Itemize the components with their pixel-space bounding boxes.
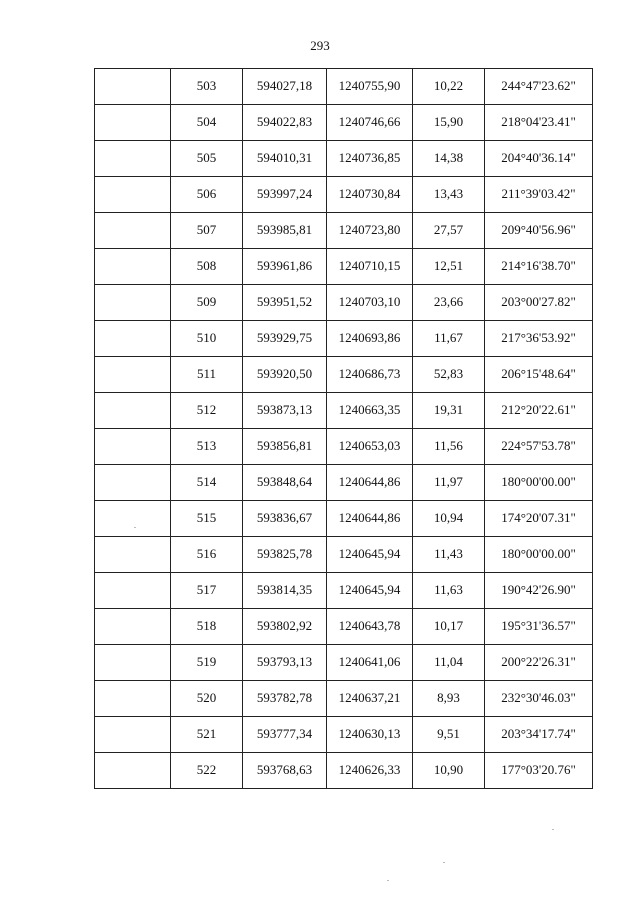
table-row (95, 249, 593, 285)
direction-angle-cell: 190°42'26.90" (485, 573, 593, 609)
table-row (95, 69, 593, 105)
x-coordinate-cell: 593777,34 (243, 717, 327, 753)
empty-cell (95, 321, 171, 357)
y-coordinate-cell: 1240703,10 (327, 285, 413, 321)
direction-angle-cell: 209°40'56.96" (485, 213, 593, 249)
empty-cell (95, 537, 171, 573)
empty-cell (95, 249, 171, 285)
direction-angle-cell: 200°22'26.31" (485, 645, 593, 681)
table-row (95, 105, 593, 141)
point-number-cell: 511 (171, 357, 243, 393)
table-row (95, 357, 593, 393)
empty-cell (95, 393, 171, 429)
y-coordinate-cell: 1240626,33 (327, 753, 413, 789)
direction-angle-cell: 204°40'36.14" (485, 141, 593, 177)
direction-angle-cell: 203°34'17.74" (485, 717, 593, 753)
distance-cell: 23,66 (413, 285, 485, 321)
point-number-cell: 516 (171, 537, 243, 573)
distance-cell: 11,63 (413, 573, 485, 609)
table-row (95, 645, 593, 681)
empty-cell (95, 609, 171, 645)
direction-angle-cell: 218°04'23.41" (485, 105, 593, 141)
table-row (95, 213, 593, 249)
distance-cell: 27,57 (413, 213, 485, 249)
distance-cell: 52,83 (413, 357, 485, 393)
distance-cell: 9,51 (413, 717, 485, 753)
distance-cell: 14,38 (413, 141, 485, 177)
empty-cell (95, 69, 171, 105)
empty-cell (95, 717, 171, 753)
distance-cell: 12,51 (413, 249, 485, 285)
table-row (95, 537, 593, 573)
scan-speck (552, 829, 554, 830)
empty-cell (95, 501, 171, 537)
table-row (95, 285, 593, 321)
point-number-cell: 513 (171, 429, 243, 465)
distance-cell: 10,94 (413, 501, 485, 537)
y-coordinate-cell: 1240645,94 (327, 537, 413, 573)
y-coordinate-cell: 1240653,03 (327, 429, 413, 465)
x-coordinate-cell: 593825,78 (243, 537, 327, 573)
direction-angle-cell: 195°31'36.57" (485, 609, 593, 645)
table-row (95, 501, 593, 537)
point-number-cell: 508 (171, 249, 243, 285)
direction-angle-cell: 214°16'38.70" (485, 249, 593, 285)
x-coordinate-cell: 593782,78 (243, 681, 327, 717)
y-coordinate-cell: 1240723,80 (327, 213, 413, 249)
empty-cell (95, 141, 171, 177)
point-number-cell: 517 (171, 573, 243, 609)
point-number-cell: 514 (171, 465, 243, 501)
empty-cell (95, 645, 171, 681)
x-coordinate-cell: 593961,86 (243, 249, 327, 285)
distance-cell: 15,90 (413, 105, 485, 141)
coordinates-table (94, 68, 593, 789)
direction-angle-cell: 232°30'46.03" (485, 681, 593, 717)
empty-cell (95, 357, 171, 393)
x-coordinate-cell: 593802,92 (243, 609, 327, 645)
y-coordinate-cell: 1240644,86 (327, 501, 413, 537)
coordinates-table-body (95, 69, 593, 789)
distance-cell: 11,43 (413, 537, 485, 573)
direction-angle-cell: 177°03'20.76" (485, 753, 593, 789)
x-coordinate-cell: 593768,63 (243, 753, 327, 789)
y-coordinate-cell: 1240644,86 (327, 465, 413, 501)
x-coordinate-cell: 594022,83 (243, 105, 327, 141)
table-row (95, 609, 593, 645)
x-coordinate-cell: 593920,50 (243, 357, 327, 393)
distance-cell: 11,04 (413, 645, 485, 681)
table-row (95, 141, 593, 177)
direction-angle-cell: 217°36'53.92" (485, 321, 593, 357)
table-row (95, 177, 593, 213)
y-coordinate-cell: 1240643,78 (327, 609, 413, 645)
empty-cell (95, 753, 171, 789)
point-number-cell: 510 (171, 321, 243, 357)
empty-cell (95, 465, 171, 501)
distance-cell: 11,67 (413, 321, 485, 357)
table-row (95, 393, 593, 429)
x-coordinate-cell: 593985,81 (243, 213, 327, 249)
scan-speck (387, 880, 389, 881)
y-coordinate-cell: 1240736,85 (327, 141, 413, 177)
distance-cell: 10,90 (413, 753, 485, 789)
x-coordinate-cell: 593873,13 (243, 393, 327, 429)
direction-angle-cell: 211°39'03.42" (485, 177, 593, 213)
point-number-cell: 507 (171, 213, 243, 249)
table-row (95, 681, 593, 717)
direction-angle-cell: 244°47'23.62" (485, 69, 593, 105)
scan-speck (443, 862, 445, 863)
distance-cell: 19,31 (413, 393, 485, 429)
empty-cell (95, 285, 171, 321)
y-coordinate-cell: 1240746,66 (327, 105, 413, 141)
direction-angle-cell: 180°00'00.00" (485, 465, 593, 501)
y-coordinate-cell: 1240693,86 (327, 321, 413, 357)
point-number-cell: 522 (171, 753, 243, 789)
table-row (95, 717, 593, 753)
direction-angle-cell: 206°15'48.64" (485, 357, 593, 393)
y-coordinate-cell: 1240645,94 (327, 573, 413, 609)
direction-angle-cell: 203°00'27.82" (485, 285, 593, 321)
distance-cell: 8,93 (413, 681, 485, 717)
table-row (95, 321, 593, 357)
page-number: 293 (310, 38, 330, 53)
point-number-cell: 521 (171, 717, 243, 753)
y-coordinate-cell: 1240663,35 (327, 393, 413, 429)
x-coordinate-cell: 593836,67 (243, 501, 327, 537)
empty-cell (95, 681, 171, 717)
point-number-cell: 509 (171, 285, 243, 321)
point-number-cell: 519 (171, 645, 243, 681)
point-number-cell: 518 (171, 609, 243, 645)
direction-angle-cell: 174°20'07.31" (485, 501, 593, 537)
table-row (95, 429, 593, 465)
x-coordinate-cell: 593814,35 (243, 573, 327, 609)
table-row (95, 753, 593, 789)
empty-cell (95, 429, 171, 465)
distance-cell: 11,97 (413, 465, 485, 501)
distance-cell: 10,17 (413, 609, 485, 645)
direction-angle-cell: 212°20'22.61" (485, 393, 593, 429)
y-coordinate-cell: 1240730,84 (327, 177, 413, 213)
point-number-cell: 505 (171, 141, 243, 177)
empty-cell (95, 177, 171, 213)
y-coordinate-cell: 1240630,13 (327, 717, 413, 753)
point-number-cell: 504 (171, 105, 243, 141)
x-coordinate-cell: 593951,52 (243, 285, 327, 321)
y-coordinate-cell: 1240686,73 (327, 357, 413, 393)
point-number-cell: 515 (171, 501, 243, 537)
point-number-cell: 506 (171, 177, 243, 213)
table-row (95, 465, 593, 501)
y-coordinate-cell: 1240637,21 (327, 681, 413, 717)
empty-cell (95, 105, 171, 141)
x-coordinate-cell: 594027,18 (243, 69, 327, 105)
point-number-cell: 520 (171, 681, 243, 717)
point-number-cell: 512 (171, 393, 243, 429)
x-coordinate-cell: 593929,75 (243, 321, 327, 357)
empty-cell (95, 573, 171, 609)
x-coordinate-cell: 594010,31 (243, 141, 327, 177)
table-row (95, 573, 593, 609)
x-coordinate-cell: 593997,24 (243, 177, 327, 213)
empty-cell (95, 213, 171, 249)
distance-cell: 13,43 (413, 177, 485, 213)
y-coordinate-cell: 1240641,06 (327, 645, 413, 681)
direction-angle-cell: 224°57'53.78" (485, 429, 593, 465)
x-coordinate-cell: 593793,13 (243, 645, 327, 681)
scan-speck (134, 527, 136, 528)
distance-cell: 11,56 (413, 429, 485, 465)
y-coordinate-cell: 1240755,90 (327, 69, 413, 105)
distance-cell: 10,22 (413, 69, 485, 105)
direction-angle-cell: 180°00'00.00" (485, 537, 593, 573)
x-coordinate-cell: 593848,64 (243, 465, 327, 501)
x-coordinate-cell: 593856,81 (243, 429, 327, 465)
point-number-cell: 503 (171, 69, 243, 105)
y-coordinate-cell: 1240710,15 (327, 249, 413, 285)
